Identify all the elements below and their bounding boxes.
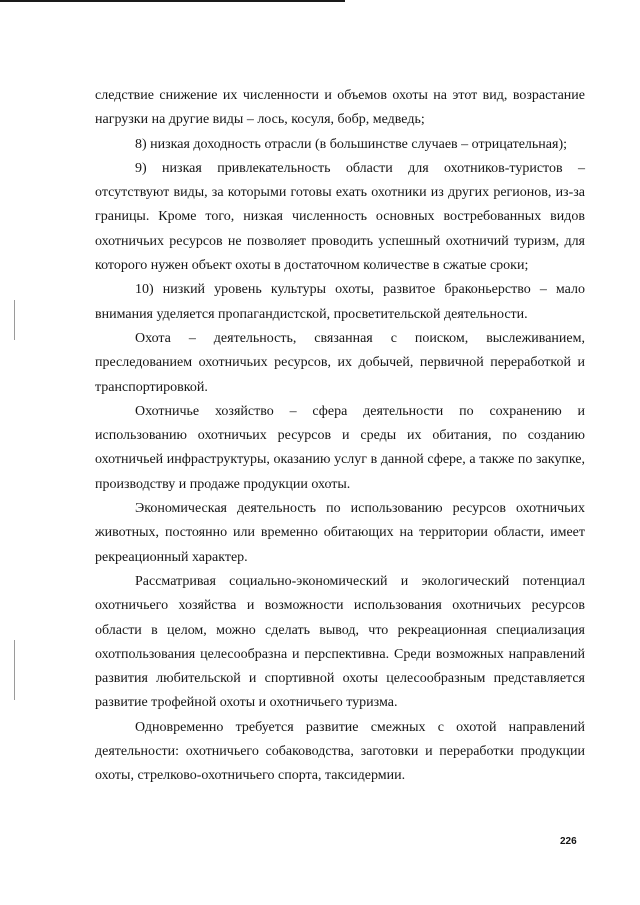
scan-margin-mark (14, 300, 15, 340)
paragraph: Рассматривая социально-экономический и экологический потенциал охотничьего хозяйства и возможности использования охотничьих ресурсов области в целом, можно сделать вывод, что рекреационная специализация охотпользования целесообразна и перспективна. Среди возможных направлений развития любительской и спортивной охоты целесообразным представляется развитие трофейной охоты и охотничьего туризма. (95, 573, 585, 711)
scan-margin-mark (14, 640, 15, 700)
paragraph: 8) низкая доходность отрасли (в большинстве случаев – отрицательная); (135, 136, 567, 152)
paragraph: Охота – деятельность, связанная с поиском, выслеживанием, преследованием охотничьих ресурсов, их добычей, первичной переработкой и транспортировкой. (95, 330, 585, 395)
top-border-line (0, 0, 345, 2)
paragraph: 9) низкая привлекательность области для охотников-туристов – отсутствуют виды, за которыми готовы ехать охотники из других регионов, из-за границы. Кроме того, низкая численность основных востребованных видов охотничьих ресурсов не позволяет проводить успешный охотничий туризм, для которого нужен объект охоты в достаточном количестве в сжатые сроки; (95, 160, 585, 274)
paragraph: Охотничье хозяйство – сфера деятельности по сохранению и использованию охотничьих ресурсов и среды их обитания, по созданию охотничьей инфраструктуры, оказанию услуг в данной сфере, а также по закупке, производству и продаже продукции охоты. (95, 403, 585, 492)
body-text (95, 84, 585, 789)
paragraph: Одновременно требуется развитие смежных с охотой направлений деятельности: охотничьего собаководства, заготовки и переработки продукции охоты, стрелково-охотничьего спорта, таксидермии. (95, 719, 585, 784)
paragraph: Экономическая деятельность по использованию ресурсов охотничьих животных, постоянно или временно обитающих на территории области, имеет рекреационный характер. (95, 501, 585, 565)
page-number: 226 (560, 836, 577, 847)
paragraph: следствие снижение их численности и объемов охоты на этот вид, возрастание нагрузки на другие виды – лось, косуля, бобр, медведь; (95, 88, 585, 128)
paragraph: 10) низкий уровень культуры охоты, развитое браконьерство – мало внимания уделяется пропагандистской, просветительской деятельности. (95, 282, 585, 322)
